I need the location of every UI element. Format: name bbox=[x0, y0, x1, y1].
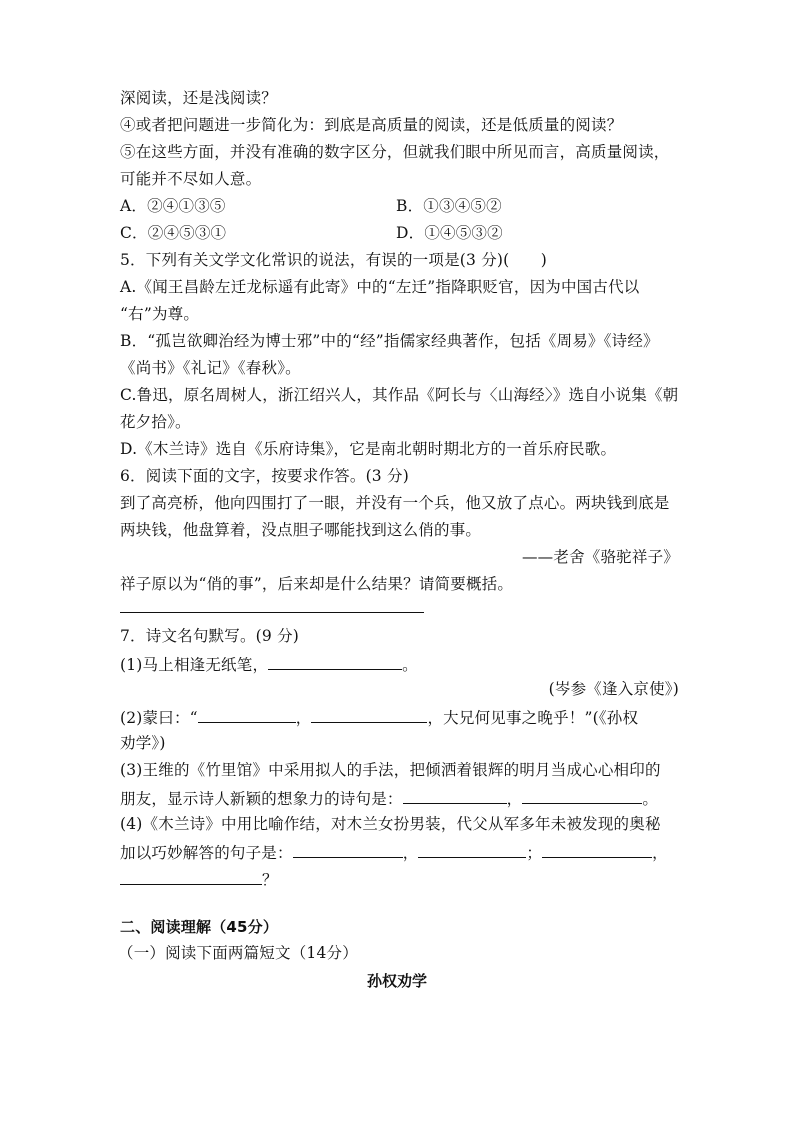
option-d: D．①④⑤③② bbox=[396, 224, 503, 242]
q7-item-1-prompt: (1)马上相逢无纸笔， bbox=[120, 656, 269, 674]
question-6-stem: 6．阅读下面的文字，按要求作答。(3 分) bbox=[120, 467, 409, 485]
option-c: C．②④⑤③① bbox=[120, 224, 227, 242]
blank-4d[interactable] bbox=[120, 868, 262, 885]
blank-3a[interactable] bbox=[403, 787, 507, 804]
blank-4c[interactable] bbox=[542, 841, 652, 858]
passage-line: ④或者把问题进一步简化为：到底是高质量的阅读，还是低质量的阅读？ bbox=[120, 116, 623, 134]
q6-question: 祥子原以为“俏的事”，后来却是什么结果？请简要概括。 bbox=[120, 575, 514, 593]
q7-item-2-prompt: (2)蒙曰：“ bbox=[120, 709, 198, 727]
passage-line: ⑤在这些方面，并没有准确的数字区分，但就我们眼中所见而言，高质量阅读， bbox=[120, 143, 670, 161]
q7-item-4-comma2: ， bbox=[652, 844, 668, 862]
q6-answer-line[interactable] bbox=[120, 612, 424, 613]
q7-item-2-comma: ， bbox=[295, 709, 312, 727]
q5-option-a-line1: A.《闻王昌龄左迁龙标遥有此寄》中的“左迁”指降职贬官，因为中国古代以 bbox=[120, 278, 640, 296]
passage-title: 孙权劝学 bbox=[366, 972, 427, 990]
q5-option-b-line1: B．“孤岂欲卿治经为博士邪”中的“经”指儒家经典著作，包括《周易》《诗经》 bbox=[120, 332, 659, 350]
q7-item-4-end: ？ bbox=[262, 871, 278, 889]
q7-item-4-line1: (4)《木兰诗》中用比喻作结，对木兰女扮男装，代父从军多年未被发现的奥秘 bbox=[120, 815, 661, 833]
q5-option-b-line2: 《尚书》《礼记》《春秋》。 bbox=[120, 359, 301, 377]
q7-item-4-line3 bbox=[120, 868, 278, 890]
q7-item-2 bbox=[120, 706, 638, 728]
q7-item-4-prompt: 加以巧妙解答的句子是： bbox=[120, 844, 293, 862]
q7-item-2-line2: 劝学》) bbox=[120, 734, 166, 752]
blank-2b[interactable] bbox=[311, 706, 427, 723]
section-heading: 二、阅读理解（45分） bbox=[120, 918, 279, 936]
q5-option-c-line2: 花夕拾》。 bbox=[120, 413, 191, 431]
q7-item-3-line1: (3)王维的《竹里馆》中采用拟人的手法，把倾洒着银辉的明月当成心心相印的 bbox=[120, 761, 661, 779]
q7-item-4-line2 bbox=[120, 841, 668, 863]
q7-item-4-semicolon: ； bbox=[526, 844, 543, 862]
question-5-stem: 5．下列有关文学文化常识的说法，有误的一项是(3 分)( ) bbox=[120, 251, 548, 269]
q7-item-3-end: 。 bbox=[642, 790, 659, 808]
section-subheading: （一）阅读下面两篇短文（14分） bbox=[118, 944, 358, 962]
q7-item-1 bbox=[120, 653, 418, 675]
passage-line: 深阅读，还是浅阅读？ bbox=[120, 89, 278, 107]
q7-item-2-rest: ，大兄何见事之晚乎！”(《孙权 bbox=[427, 709, 639, 727]
q5-option-d: D.《木兰诗》选自《乐府诗集》，它是南北朝时期北方的一首乐府民歌。 bbox=[120, 440, 617, 458]
question-7-stem: 7．诗文名句默写。(9 分) bbox=[120, 627, 300, 645]
option-a: A．②④①③⑤ bbox=[120, 197, 226, 215]
passage-line: 可能并不尽如人意。 bbox=[120, 170, 262, 188]
q6-passage-line2: 两块钱，他盘算着，没点胆子哪能找到这么俏的事。 bbox=[120, 521, 482, 539]
blank-4b[interactable] bbox=[418, 841, 526, 858]
q5-option-c-line1: C.鲁迅，原名周树人，浙江绍兴人，其作品《阿长与〈山海经〉》选自小说集《朝 bbox=[120, 386, 679, 404]
q6-source: ——老舍《骆驼祥子》 bbox=[521, 548, 679, 566]
q7-item-1-end: 。 bbox=[402, 656, 418, 674]
blank-1[interactable] bbox=[268, 653, 402, 670]
q5-option-a-line2: “右”为尊。 bbox=[120, 305, 200, 323]
q7-item-1-source: (岑参《逢入京使》) bbox=[548, 680, 679, 698]
q7-item-4-comma1: ， bbox=[402, 844, 419, 862]
blank-2a[interactable] bbox=[198, 706, 296, 723]
q6-passage-line1: 到了高亮桥，他向四围打了一眼，并没有一个兵，他又放了点心。两块钱到底是 bbox=[120, 494, 670, 512]
q7-item-3-prompt: 朋友，显示诗人新颖的想象力的诗句是： bbox=[120, 790, 403, 808]
q7-item-3-comma: ， bbox=[506, 790, 523, 808]
blank-4a[interactable] bbox=[293, 841, 403, 858]
blank-3b[interactable] bbox=[522, 787, 642, 804]
q7-item-3-line2 bbox=[120, 787, 658, 809]
option-b: B．①③④⑤② bbox=[396, 197, 502, 215]
